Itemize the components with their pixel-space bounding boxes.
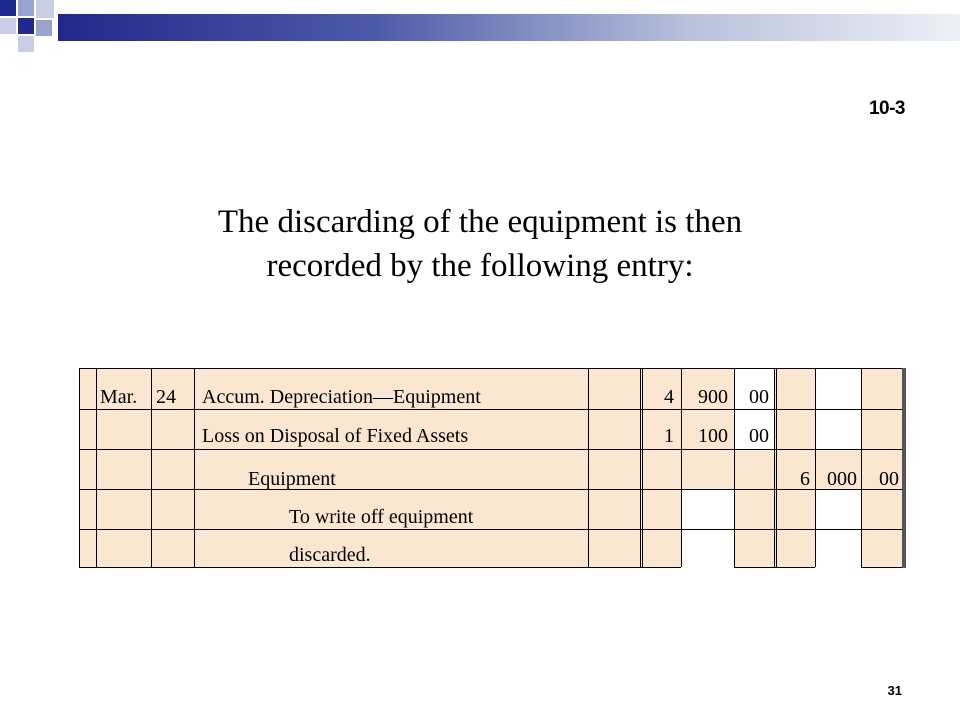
debit-cents: 00 [749, 386, 769, 408]
column-divider [194, 369, 195, 567]
corner-square-light-2 [0, 18, 16, 34]
white-cell [815, 369, 861, 409]
row-divider [80, 529, 902, 530]
header-gradient-bar [58, 14, 960, 41]
date-day: 24 [156, 386, 176, 408]
column-divider [96, 369, 97, 567]
account-description: To write off equipment [289, 506, 474, 528]
white-cell [815, 409, 861, 449]
column-divider [151, 369, 152, 567]
row-divider [80, 449, 902, 450]
corner-square-dark-1 [0, 0, 16, 16]
account-description: discarded. [289, 544, 371, 566]
heading-line-2: recorded by the following entry: [266, 248, 694, 284]
account-description: Equipment [248, 468, 336, 490]
table-right-edge [902, 368, 906, 568]
slide-heading [0, 200, 960, 288]
account-description: Loss on Disposal of Fixed Assets [202, 425, 469, 447]
slide-id: 10-3 [868, 98, 905, 119]
debit-cents: 00 [749, 425, 769, 447]
corner-square-light-1 [18, 0, 34, 16]
column-divider [588, 369, 589, 567]
debit-thousands: 1 [664, 425, 674, 447]
credit-cents: 00 [879, 468, 899, 490]
corner-square-light-3 [36, 20, 52, 36]
journal-entry-table [79, 368, 903, 568]
row-divider [80, 409, 902, 410]
debit-thousands: 4 [664, 386, 674, 408]
heading-line-1: The discarding of the equipment is then [217, 204, 743, 240]
account-description: Accum. Depreciation—Equipment [202, 386, 481, 408]
corner-square-light-4 [18, 36, 34, 52]
page-number: 31 [887, 683, 902, 698]
debit-units: 100 [698, 425, 728, 447]
corner-square-dark-2 [36, 0, 54, 18]
debit-units: 900 [698, 386, 728, 408]
credit-thousands: 6 [800, 468, 810, 490]
corner-square-dark-3 [18, 18, 34, 34]
credit-units: 000 [827, 468, 857, 490]
date-month: Mar. [100, 386, 138, 408]
